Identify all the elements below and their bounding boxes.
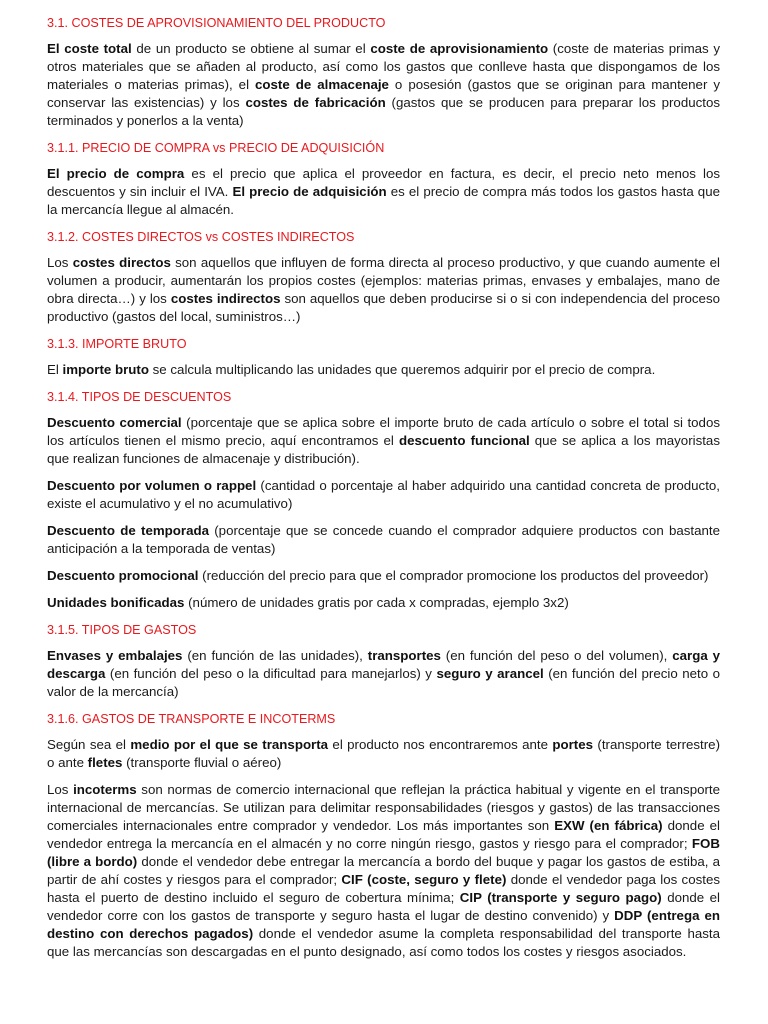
text-run: es el precio de compra más todos los gastos hasta que la mercancía llegue al almacén. xyxy=(47,184,720,217)
body-paragraph xyxy=(47,40,720,130)
text-run: (en función del precio neto o valor de la mercancía) xyxy=(47,666,720,699)
bold-term: Envases y embalajes xyxy=(47,648,183,663)
text-run: son aquellos que influyen de forma directa al proceso productivo, y que cuando aumente el volumen a producir, aumentarán los propios costes (ejemplos: materias primas, envases y embalajes, mano de obra directa…) y los xyxy=(47,255,720,306)
bold-term: FOB (libre a bordo) xyxy=(47,836,720,869)
section-heading: 3.1. COSTES DE APROVISIONAMIENTO DEL PRODUCTO xyxy=(47,16,386,30)
bold-term: Descuento por volumen o rappel xyxy=(47,478,257,493)
section-heading: 3.1.2. COSTES DIRECTOS vs COSTES INDIRECTOS xyxy=(47,230,355,244)
body-paragraph xyxy=(47,522,720,558)
bold-term: El precio de compra xyxy=(47,166,185,181)
text-run: Los xyxy=(47,782,74,797)
text-run: donde el vendedor corre con los gastos de transporte y seguro hasta el lugar de destino convenido) y xyxy=(47,890,720,923)
section-heading: 3.1.5. TIPOS DE GASTOS xyxy=(47,623,197,637)
text-run: que se aplica a los mayoristas que realizan funciones de almacenaje y distribución). xyxy=(47,433,720,466)
text-run: (número de unidades gratis por cada x compradas, ejemplo 3x2) xyxy=(184,595,569,610)
text-run: es el precio que aplica el proveedor en factura, es decir, el precio neto menos los descuentos y sin incluir el IVA. xyxy=(47,166,720,199)
bold-term: incoterms xyxy=(73,782,137,797)
bold-term: Descuento promocional xyxy=(47,568,199,583)
body-paragraph xyxy=(47,361,720,379)
bold-term: descuento funcional xyxy=(398,433,530,448)
body-paragraph xyxy=(47,477,720,513)
text-run: son normas de comercio internacional que reflejan la práctica habitual y vigente en el transporte internacional de mercancías. Se utilizan para delimitar responsabilidades (riesgos y gastos) de las transacciones comerciales internacionales entre comprador y vendedor. Los más importantes son xyxy=(47,782,721,833)
text-run: el producto nos encontraremos ante xyxy=(328,737,553,752)
bold-term: medio por el que se transporta xyxy=(130,737,329,752)
section-heading: 3.1.4. TIPOS DE DESCUENTOS xyxy=(47,390,232,404)
bold-term: Unidades bonificadas xyxy=(47,595,185,610)
text-run: se calcula multiplicando las unidades que queremos adquirir por el precio de compra. xyxy=(148,362,656,377)
bold-term: seguro y arancel xyxy=(436,666,544,681)
text-run: donde el vendedor debe entregar la mercancía a bordo del buque y pagar los gastos de estiba, a partir de ahí costes y riesgos para el comprador; xyxy=(47,854,720,887)
text-run: Según sea el xyxy=(47,737,131,752)
bold-term: portes xyxy=(552,737,594,752)
text-run: (reducción del precio para que el comprador promocione los productos del proveedor) xyxy=(198,568,709,583)
text-run: El xyxy=(47,362,63,377)
bold-term: costes directos xyxy=(72,255,171,270)
text-run: donde el vendedor entrega la mercancía en el almacén y no corre ningún riesgo, gastos y riesgo para el comprador; xyxy=(47,818,720,851)
bold-term: transportes xyxy=(367,648,441,663)
text-run: (transporte fluvial o aéreo) xyxy=(122,755,282,770)
bold-term: CIF (coste, seguro y flete) xyxy=(341,872,507,887)
bold-term: costes de fabricación xyxy=(245,95,386,110)
text-run: (cantidad o porcentaje al haber adquirido una cantidad concreta de producto, existe el acumulativo y el no acumulativo) xyxy=(47,478,720,511)
text-run: (en función del peso o la dificultad para manejarlos) y xyxy=(105,666,437,681)
text-run: de un producto se obtiene al sumar el xyxy=(131,41,371,56)
body-paragraph xyxy=(47,594,720,612)
section-heading: 3.1.1. PRECIO DE COMPRA vs PRECIO DE ADQUISICIÓN xyxy=(47,141,385,155)
bold-term: coste de almacenaje xyxy=(255,77,389,92)
text-run: (porcentaje que se concede cuando el comprador adquiere productos con bastante anticipación a la temporada de ventas) xyxy=(47,523,720,556)
text-run: o posesión (gastos que se originan para mantener y conservar las existencias) y los xyxy=(47,77,721,110)
bold-term: CIP (transporte y seguro pago) xyxy=(459,890,662,905)
bold-term: carga y descarga xyxy=(47,648,721,681)
body-paragraph xyxy=(47,165,720,219)
body-paragraph xyxy=(47,736,720,772)
bold-term: costes indirectos xyxy=(170,291,281,306)
bold-term: Descuento de temporada xyxy=(47,523,209,538)
bold-term: Descuento comercial xyxy=(47,415,182,430)
text-run: (en función del peso o del volumen), xyxy=(440,648,673,663)
body-paragraph xyxy=(47,414,720,468)
text-run: (gastos que se producen para preparar los productos terminados y ponerlos a la venta) xyxy=(47,95,720,128)
section-heading: 3.1.6. GASTOS DE TRANSPORTE E INCOTERMS xyxy=(47,712,336,726)
text-run: (transporte terrestre) o ante xyxy=(47,737,721,770)
text-run: donde el vendedor asume la completa responsabilidad del transporte hasta que las mercancías son descargadas en el punto designado, así como todos los costes y riesgos asociados. xyxy=(47,926,720,959)
body-paragraph xyxy=(47,647,720,701)
text-run: (en función de las unidades), xyxy=(182,648,368,663)
section-heading: 3.1.3. IMPORTE BRUTO xyxy=(47,337,187,351)
bold-term: El coste total xyxy=(47,41,132,56)
text-run: donde el vendedor paga los costes hasta el puerto de destino incluido el seguro de cobertura mínima; xyxy=(47,872,720,905)
bold-term: El precio de adquisición xyxy=(232,184,387,199)
text-run: (porcentaje que se aplica sobre el importe bruto de cada artículo o sobre el total si todos los artículos tienen el mismo precio, aquí encontramos el xyxy=(47,415,720,448)
text-run: Los xyxy=(47,255,73,270)
body-paragraph xyxy=(47,567,720,585)
body-paragraph xyxy=(47,781,720,961)
bold-term: DDP (entrega en destino con derechos pagados) xyxy=(47,908,720,941)
bold-term: importe bruto xyxy=(62,362,149,377)
bold-term: fletes xyxy=(87,755,123,770)
body-paragraph xyxy=(47,254,720,326)
bold-term: EXW (en fábrica) xyxy=(554,818,663,833)
text-run: son aquellos que deben producirse si o si con independencia del proceso productivo (gastos del local, suministros…) xyxy=(47,291,720,324)
bold-term: coste de aprovisionamiento xyxy=(370,41,549,56)
text-run: (coste de materias primas y otros materiales que se añaden al producto, así como los gastos que conlleve hasta que dispongamos de los materiales o materias primas), el xyxy=(47,41,720,92)
